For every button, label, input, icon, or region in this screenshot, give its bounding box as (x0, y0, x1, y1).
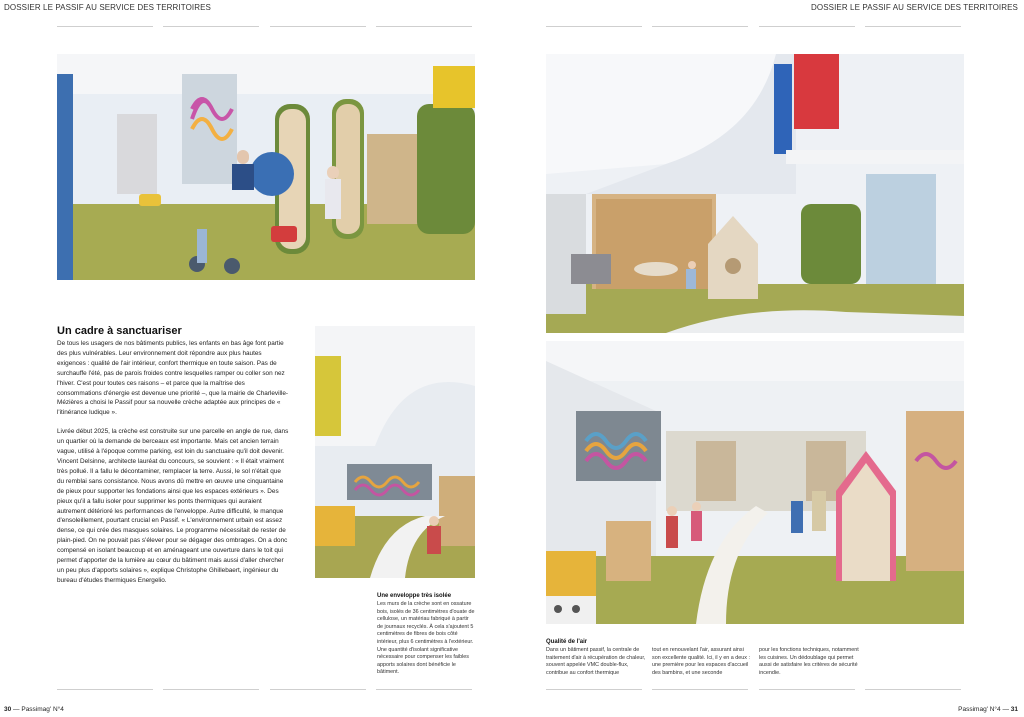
sidebar-box-text: Les murs de la crèche sont en ossature bois, isolés de 36 centimètres d'ouate de cellulose, un matériau fabriqué à partir de journaux recyclés. À cela s'ajoutent 5 centimètres de fibres de bois côté intérieur, plus 6 centimètres à l'extérieur. Une quantité d'isolant significative nécessaire pour compenser les faibles apports solaires dont bénéficie le bâtiment. (377, 601, 475, 676)
bottom-rule (163, 689, 259, 690)
creche-corridor-photo (315, 326, 475, 578)
footer-separator: — (13, 706, 20, 713)
top-rule (270, 26, 366, 27)
bottom-rule (759, 689, 855, 690)
creche-activity-room-photo (546, 341, 964, 624)
footer-right (958, 706, 1018, 713)
bottom-rule (57, 689, 153, 690)
bottom-rule (652, 689, 748, 690)
top-rule (652, 26, 748, 27)
magazine-name-left: Passimag' N°4 (21, 706, 64, 713)
bottom-rule (546, 689, 642, 690)
top-rule (163, 26, 259, 27)
top-rule (376, 26, 472, 27)
header-left: DOSSIER LE PASSIF AU SERVICE DES TERRITOIRES (4, 3, 211, 12)
footer-separator: — (1002, 706, 1009, 713)
top-rule (546, 26, 642, 27)
article-paragraph-1: De tous les usagers de nos bâtiments publics, les enfants en bas âge font partie des plus vulnérables. Leur environnement doit répondre aux plus hautes exigences : qualité de l'air intérieur, confort thermique en toute saison. Pas de surchauffe l'été, pas de parois froides contre lesquelles ramper ou coller son nez l'hiver. C'est pour toutes ces raisons – et parce que la maîtrise des consommations d'énergie est devenue une priorité –, que la mairie de Charleville-Mézières a choisi le Passif pour sa nouvelle crèche adaptée aux principes de « l'itinérance ludique ». (57, 340, 289, 417)
top-rule (57, 26, 153, 27)
page-number-right: 31 (1010, 706, 1018, 713)
air-box-col3: pour les fonctions techniques, notamment les cuisines. Un dédoublage qui permet aussi de satisfaire les critères de sécurité incendie. (759, 647, 859, 676)
bottom-rule (865, 689, 961, 690)
creche-hall-photo (546, 54, 964, 333)
article-heading: Un cadre à sanctuariser (57, 325, 182, 337)
top-rule (865, 26, 961, 27)
article-body (57, 339, 289, 595)
creche-playroom-photo (57, 54, 475, 280)
top-rule (759, 26, 855, 27)
page-number-left: 30 (4, 706, 12, 713)
air-box-col2: tout en renouvelant l'air, assurant ainsi son excellente qualité. Ici, il y en a deux : une première pour les espaces d'accueil des bambins, et une seconde (652, 647, 750, 676)
magazine-name-right: Passimag' N°4 (958, 706, 1001, 713)
bottom-rule (270, 689, 366, 690)
sidebar-box-title: Une enveloppe très isolée (377, 593, 452, 599)
header-right: DOSSIER LE PASSIF AU SERVICE DES TERRITOIRES (811, 3, 1018, 12)
air-box-col1: Dans un bâtiment passif, la centrale de traitement d'air à récupération de chaleur, souvent appelée VMC double-flux, contribue au confort thermique (546, 647, 646, 676)
footer-left (4, 706, 64, 713)
air-box-title: Qualité de l'air (546, 639, 588, 645)
article-paragraph-2: Livrée début 2025, la crèche est construite sur une parcelle en angle de rue, dans un quartier où la demande de berceaux est importante. Mais cet ancien terrain vague, utilisé à l'époque comme parking, est loin du sanctuaire qu'il doit devenir. Vincent Delsinne, architecte lauréat du concours, se souvient : « Il était vraiment très pollué. Il a fallu le décontaminer, remplacer la terre. Aussi, le sol n'était que du remblai sans consistance. Nous avons dû mettre en œuvre une cinquantaine de pieux pour supporter les fondations ainsi que les espaces extérieurs ». Des pieux qu'il a fallu isoler pour supprimer les ponts thermiques qui auraient autrement détérioré les performances de l'enveloppe. Autre difficulté, le manque d'ensoleillement, pourtant crucial en Passif. « L'environnement urbain est assez dense, ce qui crée des masques solaires. Le programme nécessitait de rester de plain-pied. On ne pouvait pas s'élever pour se dégager des ombrages. On a donc compensé en isolant beaucoup et en aménageant une ouverture dans le toit qui permet d'apporter de la lumière au cœur du bâtiment mais aussi d'aller chercher un peu plus d'apports solaires », explique Christophe Ghillebaert, ingénieur du bureau d'études thermiques Energelio. (57, 428, 289, 584)
bottom-rule (376, 689, 472, 690)
